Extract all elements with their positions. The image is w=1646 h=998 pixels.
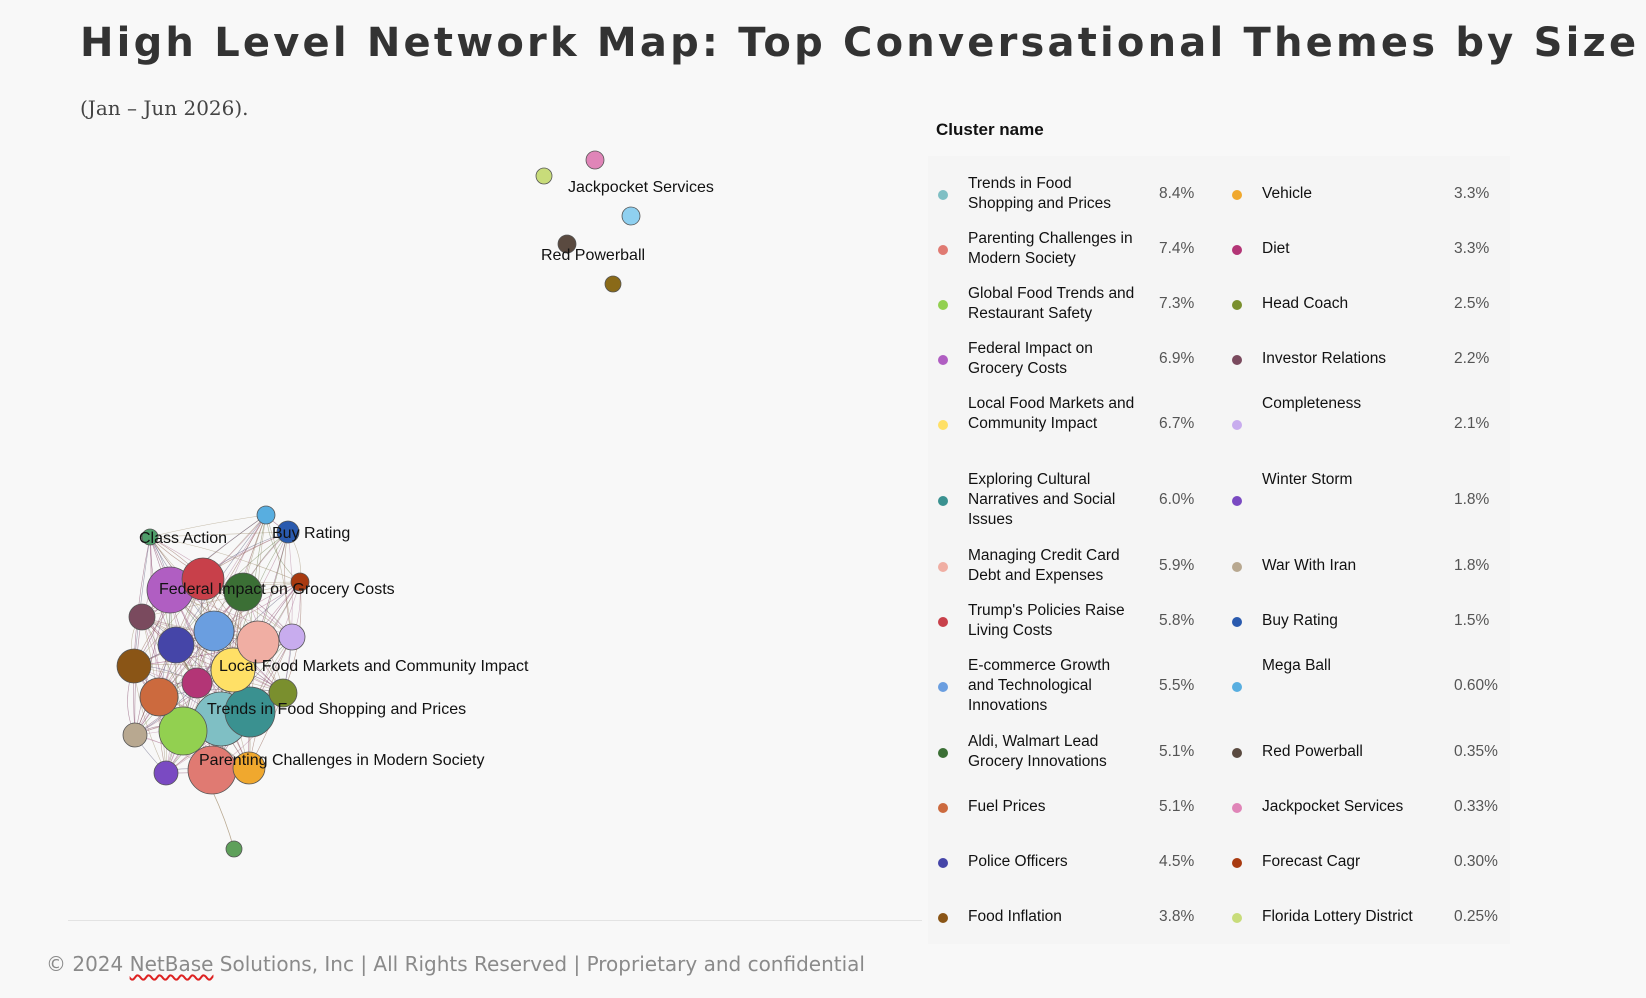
legend-percent: 6.7% bbox=[1159, 415, 1195, 432]
legend-item bbox=[928, 834, 1218, 889]
legend-item bbox=[928, 648, 1218, 724]
network-node bbox=[536, 168, 552, 184]
legend-dot bbox=[1232, 858, 1242, 868]
legend-dot bbox=[938, 420, 948, 430]
network-edge bbox=[134, 537, 150, 666]
legend-percent: 0.30% bbox=[1454, 852, 1498, 870]
legend-percent: 7.4% bbox=[1159, 239, 1195, 257]
legend-item bbox=[928, 462, 1218, 538]
legend-item bbox=[1222, 386, 1512, 462]
legend-name: Investor Relations bbox=[1262, 349, 1387, 367]
legend-dot bbox=[938, 355, 948, 365]
legend-name: Completeness bbox=[1262, 395, 1362, 412]
legend-dot bbox=[938, 300, 948, 310]
legend-name: Food Inflation bbox=[968, 907, 1062, 925]
divider bbox=[68, 920, 922, 921]
legend-percent: 1.8% bbox=[1454, 491, 1490, 508]
legend-name: Trump's Policies Raise Living Costs bbox=[968, 601, 1125, 639]
network-node bbox=[158, 627, 194, 663]
legend-dot bbox=[1232, 748, 1242, 758]
network-node bbox=[123, 723, 147, 747]
legend-item bbox=[1222, 779, 1512, 834]
legend-percent: 5.1% bbox=[1159, 742, 1195, 760]
legend-name: E-commerce Growth and Technological Innovations bbox=[968, 657, 1111, 714]
legend-dot bbox=[1232, 617, 1242, 627]
node-label: Parenting Challenges in Modern Society bbox=[199, 752, 485, 769]
legend-name: Federal Impact on Grocery Costs bbox=[968, 339, 1093, 377]
node-label: Jackpocket Services bbox=[568, 179, 714, 196]
legend-item bbox=[928, 276, 1218, 331]
legend-percent: 0.60% bbox=[1454, 677, 1498, 694]
network-node bbox=[129, 604, 155, 630]
node-label: Trends in Food Shopping and Prices bbox=[207, 701, 467, 718]
legend-item bbox=[1222, 462, 1512, 538]
legend-name: Exploring Cultural Narratives and Social Issues bbox=[968, 471, 1116, 528]
legend-name: Red Powerball bbox=[1262, 742, 1363, 760]
legend-item bbox=[1222, 166, 1512, 221]
legend-item bbox=[928, 386, 1218, 462]
legend-percent: 0.33% bbox=[1454, 797, 1498, 815]
legend-item bbox=[1222, 276, 1512, 331]
legend-name: Diet bbox=[1262, 239, 1290, 257]
legend-percent: 4.5% bbox=[1159, 852, 1195, 870]
network-node bbox=[140, 678, 178, 716]
network-node bbox=[279, 624, 305, 650]
legend-name: Managing Credit Card Debt and Expenses bbox=[968, 546, 1120, 584]
legend-percent: 6.9% bbox=[1159, 349, 1195, 367]
legend-dot bbox=[938, 803, 948, 813]
legend-item bbox=[928, 889, 1218, 944]
network-node bbox=[605, 276, 621, 292]
legend-percent: 6.0% bbox=[1159, 491, 1195, 508]
legend-header: Cluster name bbox=[936, 120, 1044, 139]
legend-dot bbox=[1232, 190, 1242, 200]
legend-dot bbox=[938, 682, 948, 692]
network-node bbox=[257, 506, 275, 524]
legend-item bbox=[928, 166, 1218, 221]
network-node bbox=[226, 841, 242, 857]
legend-percent: 0.35% bbox=[1454, 742, 1498, 760]
legend-name: Trends in Food Shopping and Prices bbox=[968, 174, 1112, 212]
node-label: Local Food Markets and Community Impact bbox=[219, 658, 529, 675]
legend-dot bbox=[938, 913, 948, 923]
node-label: Class Action bbox=[139, 530, 228, 547]
network-node bbox=[586, 151, 604, 169]
legend-percent: 3.3% bbox=[1454, 239, 1490, 257]
legend-item bbox=[1222, 221, 1512, 276]
legend-percent: 7.3% bbox=[1159, 294, 1195, 312]
legend-percent: 3.3% bbox=[1454, 184, 1490, 202]
legend-percent: 5.9% bbox=[1159, 556, 1195, 574]
legend-dot bbox=[938, 245, 948, 255]
legend-name: Vehicle bbox=[1262, 184, 1312, 202]
legend-name: Local Food Markets and Community Impact bbox=[968, 395, 1135, 432]
legend-dot bbox=[938, 748, 948, 758]
network-edge bbox=[212, 790, 234, 849]
legend-percent: 2.2% bbox=[1454, 349, 1490, 367]
legend-name: Forecast Cagr bbox=[1262, 852, 1361, 870]
legend-item bbox=[1222, 648, 1512, 724]
legend-item bbox=[928, 538, 1218, 593]
network-node bbox=[237, 621, 279, 663]
legend-name: Police Officers bbox=[968, 852, 1068, 870]
legend-name: Aldi, Walmart Lead Grocery Innovations bbox=[968, 732, 1107, 770]
legend-percent: 5.1% bbox=[1159, 797, 1195, 815]
legend-item bbox=[1222, 834, 1512, 889]
legend-item bbox=[1222, 331, 1512, 386]
page-title: High Level Network Map: Top Conversational Themes by Size bbox=[80, 20, 1640, 66]
legend-item bbox=[928, 593, 1218, 648]
legend-name: Buy Rating bbox=[1262, 611, 1338, 629]
page-subtitle: (Jan – Jun 2026). bbox=[80, 96, 249, 120]
legend-dot bbox=[938, 496, 948, 506]
footer-brand: NetBase bbox=[129, 952, 214, 976]
legend-name: Jackpocket Services bbox=[1262, 797, 1404, 815]
legend-name: Parenting Challenges in Modern Society bbox=[968, 229, 1133, 267]
legend-name: Winter Storm bbox=[1262, 471, 1353, 488]
legend-item bbox=[1222, 538, 1512, 593]
legend-percent: 5.5% bbox=[1159, 677, 1195, 694]
legend-dot bbox=[938, 858, 948, 868]
legend-percent: 1.5% bbox=[1454, 611, 1490, 629]
legend-item bbox=[928, 724, 1218, 779]
footer-prefix: © 2024 bbox=[46, 952, 130, 976]
legend-percent: 0.25% bbox=[1454, 907, 1498, 925]
legend-item bbox=[1222, 593, 1512, 648]
legend-item bbox=[1222, 724, 1512, 779]
legend-name: Fuel Prices bbox=[968, 797, 1046, 815]
legend-item bbox=[928, 779, 1218, 834]
network-node bbox=[154, 761, 178, 785]
footer bbox=[46, 952, 865, 976]
legend-dot bbox=[1232, 562, 1242, 572]
network-node bbox=[182, 668, 212, 698]
legend-name: Florida Lottery District bbox=[1262, 907, 1413, 925]
cluster-legend bbox=[928, 156, 1510, 944]
legend-dot bbox=[1232, 355, 1242, 365]
legend-percent: 8.4% bbox=[1159, 184, 1195, 202]
network-node bbox=[194, 611, 234, 651]
network-node bbox=[117, 649, 151, 683]
legend-item bbox=[928, 331, 1218, 386]
node-label: Buy Rating bbox=[272, 525, 351, 542]
legend-name: Global Food Trends and Restaurant Safety bbox=[968, 284, 1135, 322]
legend-name: Mega Ball bbox=[1262, 657, 1331, 674]
legend-item bbox=[928, 221, 1218, 276]
legend-percent: 3.8% bbox=[1159, 907, 1195, 925]
legend-dot bbox=[938, 562, 948, 572]
legend-dot bbox=[938, 617, 948, 627]
legend-dot bbox=[1232, 682, 1242, 692]
legend-dot bbox=[1232, 245, 1242, 255]
legend-item bbox=[1222, 889, 1512, 944]
legend-dot bbox=[1232, 420, 1242, 430]
legend-name: Head Coach bbox=[1262, 294, 1349, 312]
legend-percent: 2.1% bbox=[1454, 415, 1490, 432]
footer-suffix: Solutions, Inc | All Rights Reserved | Proprietary and confidential bbox=[213, 952, 865, 976]
legend-percent: 5.8% bbox=[1159, 611, 1195, 629]
legend-percent: 1.8% bbox=[1454, 556, 1490, 574]
legend-percent: 2.5% bbox=[1454, 294, 1490, 312]
node-label: Red Powerball bbox=[541, 247, 646, 264]
legend-dot bbox=[1232, 300, 1242, 310]
legend-dot bbox=[938, 190, 948, 200]
legend-dot bbox=[1232, 913, 1242, 923]
node-label: Federal Impact on Grocery Costs bbox=[159, 581, 395, 598]
network-node bbox=[622, 207, 640, 225]
legend-name: War With Iran bbox=[1262, 556, 1357, 574]
legend-dot bbox=[1232, 496, 1242, 506]
legend-dot bbox=[1232, 803, 1242, 813]
